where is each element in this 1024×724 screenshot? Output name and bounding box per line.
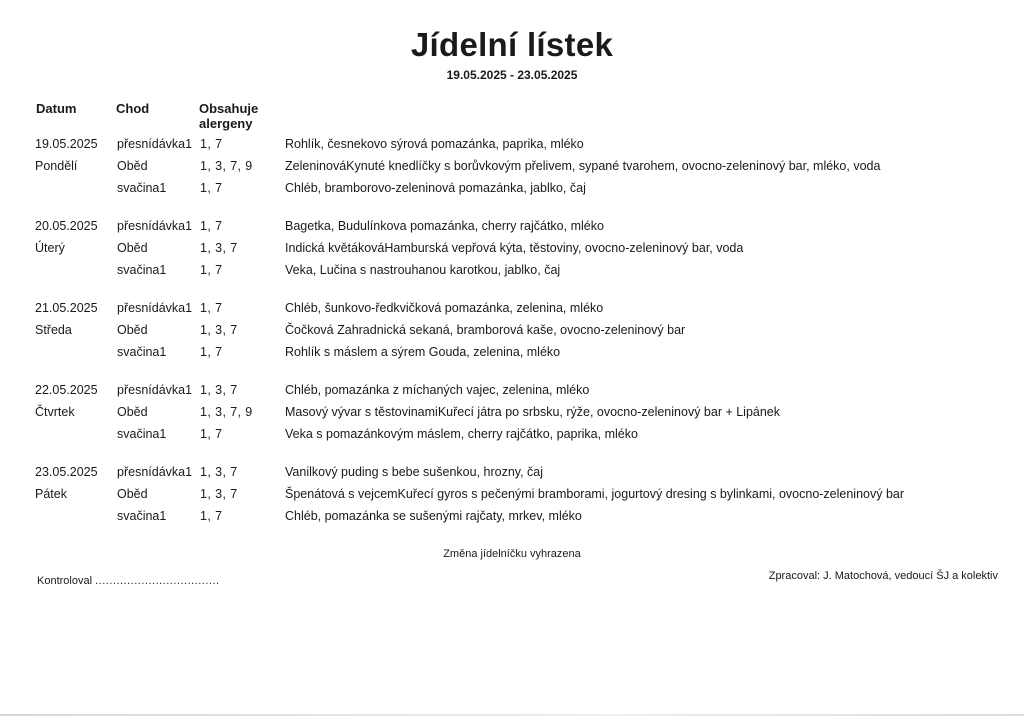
signature-dots: ................................... — [95, 575, 220, 587]
allergens: 1, 7 — [200, 181, 223, 195]
menu-row — [0, 342, 1024, 362]
course-label: Oběd — [117, 487, 148, 501]
dish-description: Indická květákováHamburská vepřová kýta, těstoviny, ovocno-zeleninový bar, voda — [285, 241, 744, 255]
menu-row — [0, 156, 1024, 176]
day-block — [0, 380, 1024, 450]
dish-description: ZeleninováKynuté knedlíčky s borůvkovým přelivem, sypané tvarohem, ovocno-zeleninový bar, mléko, voda — [285, 159, 881, 173]
column-header-alergeny-line1: Obsahuje — [199, 101, 259, 116]
menu-row — [0, 462, 1024, 482]
day-block — [0, 216, 1024, 286]
dish-description: Vanilkový puding s bebe sušenkou, hrozny, čaj — [285, 465, 544, 479]
day-weekday: Čtvrtek — [35, 405, 75, 419]
zpracoval-credit: Zpracoval: J. Matochová, vedoucí ŠJ a kolektiv — [768, 570, 998, 582]
menu-row — [0, 380, 1024, 400]
menu-row — [0, 402, 1024, 422]
scan-edge-divider — [0, 714, 1024, 716]
menu-row — [0, 178, 1024, 198]
day-block — [0, 462, 1024, 532]
allergens: 1, 3, 7, 9 — [200, 159, 253, 173]
day-date: 19.05.2025 — [35, 137, 98, 151]
menu-row — [0, 238, 1024, 258]
dish-description: Veka s pomazánkovým máslem, cherry rajčátko, paprika, mléko — [285, 427, 638, 441]
day-date: 20.05.2025 — [35, 219, 98, 233]
course-label: svačina1 — [117, 345, 167, 359]
menu-row — [0, 260, 1024, 280]
menu-row — [0, 134, 1024, 154]
allergens: 1, 3, 7, 9 — [200, 405, 253, 419]
course-label: svačina1 — [117, 509, 167, 523]
dish-description: Rohlík, česnekovo sýrová pomazánka, paprika, mléko — [285, 137, 584, 151]
course-label: svačina1 — [117, 427, 167, 441]
dish-description: Chléb, pomazánka se sušenými rajčaty, mrkev, mléko — [285, 509, 582, 523]
page-title: Jídelní lístek — [410, 26, 614, 63]
allergens: 1, 7 — [200, 427, 223, 441]
allergens: 1, 7 — [200, 219, 223, 233]
column-header-datum: Datum — [36, 101, 77, 116]
dish-description: Bagetka, Budulínkova pomazánka, cherry rajčátko, mléko — [285, 219, 604, 233]
dish-description: Chléb, pomazánka z míchaných vajec, zelenina, mléko — [285, 383, 590, 397]
course-label: Oběd — [117, 323, 148, 337]
day-date: 22.05.2025 — [35, 383, 98, 397]
course-label: přesnídávka1 — [117, 465, 193, 479]
day-weekday: Pátek — [35, 487, 67, 501]
course-label: svačina1 — [117, 263, 167, 277]
day-weekday: Středa — [35, 323, 72, 337]
day-block — [0, 298, 1024, 368]
allergens: 1, 3, 7 — [200, 487, 238, 501]
course-label: Oběd — [117, 405, 148, 419]
dish-description: Chléb, bramborovo-zeleninová pomazánka, jablko, čaj — [285, 181, 586, 195]
allergens: 1, 3, 7 — [200, 465, 238, 479]
day-date: 21.05.2025 — [35, 301, 98, 315]
course-label: Oběd — [117, 159, 148, 173]
allergens: 1, 3, 7 — [200, 323, 238, 337]
day-date: 23.05.2025 — [35, 465, 98, 479]
day-block — [0, 134, 1024, 204]
menu-row — [0, 216, 1024, 236]
column-header-alergeny-line2: alergeny — [199, 116, 253, 131]
course-label: svačina1 — [117, 181, 167, 195]
menu-row — [0, 506, 1024, 526]
dish-description: Rohlík s máslem a sýrem Gouda, zelenina, mléko — [285, 345, 561, 359]
menu-row — [0, 298, 1024, 318]
allergens: 1, 3, 7 — [200, 383, 238, 397]
allergens: 1, 3, 7 — [200, 241, 238, 255]
dish-description: Masový vývar s těstovinamiKuřecí játra po srbsku, rýže, ovocno-zeleninový bar + Lipánek — [285, 405, 781, 419]
change-reserved-note: Změna jídelníčku vyhrazena — [443, 548, 581, 560]
kontroloval-label: Kontroloval — [37, 575, 93, 587]
date-range: 19.05.2025 - 23.05.2025 — [446, 68, 578, 82]
column-header-chod: Chod — [116, 101, 150, 116]
menu-row — [0, 320, 1024, 340]
kontroloval-line — [37, 575, 220, 587]
course-label: přesnídávka1 — [117, 383, 193, 397]
dish-description: Chléb, šunkovo-ředkvičková pomazánka, zelenina, mléko — [285, 301, 604, 315]
dish-description: Veka, Lučina s nastrouhanou karotkou, jablko, čaj — [285, 263, 561, 277]
allergens: 1, 7 — [200, 345, 223, 359]
allergens: 1, 7 — [200, 301, 223, 315]
dish-description: Čočková Zahradnická sekaná, bramborová kaše, ovocno-zeleninový bar — [285, 323, 686, 337]
day-weekday: Úterý — [35, 241, 65, 255]
allergens: 1, 7 — [200, 509, 223, 523]
menu-row — [0, 424, 1024, 444]
day-weekday: Pondělí — [35, 159, 78, 173]
course-label: přesnídávka1 — [117, 219, 193, 233]
dish-description: Špenátová s vejcemKuřecí gyros s pečenými bramborami, jogurtový dresing s bylinkami, ovocno-zeleninový bar — [285, 487, 905, 501]
course-label: přesnídávka1 — [117, 137, 193, 151]
menu-row — [0, 484, 1024, 504]
allergens: 1, 7 — [200, 137, 223, 151]
column-header-alergeny — [199, 101, 279, 131]
course-label: Oběd — [117, 241, 148, 255]
course-label: přesnídávka1 — [117, 301, 193, 315]
allergens: 1, 7 — [200, 263, 223, 277]
